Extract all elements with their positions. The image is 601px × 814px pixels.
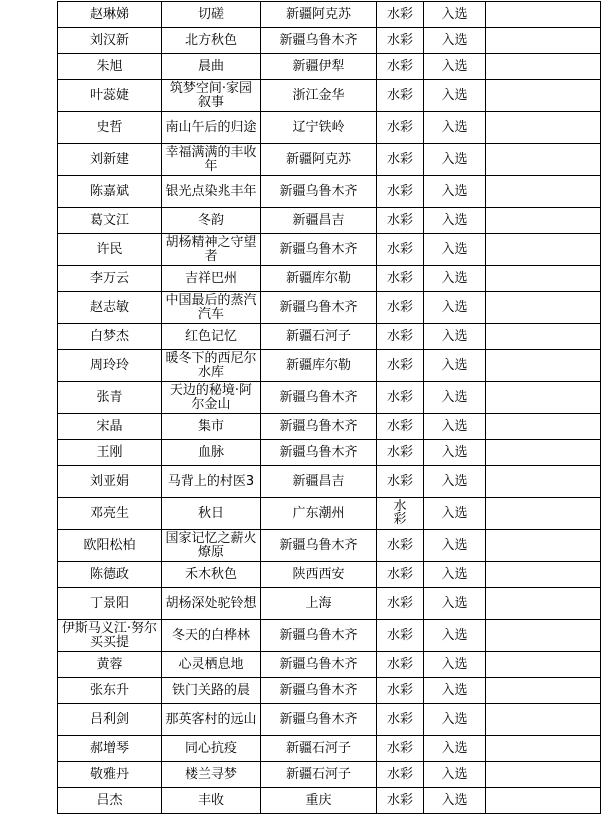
region-cell: 新疆乌鲁木齐	[261, 620, 377, 652]
table-row	[58, 176, 601, 208]
region-cell: 新疆乌鲁木齐	[261, 414, 377, 440]
artwork-title-cell: 晨曲	[162, 54, 261, 80]
table-row	[58, 382, 601, 414]
empty-cell	[486, 678, 601, 704]
category-cell: 水彩	[377, 266, 424, 292]
empty-cell	[486, 208, 601, 234]
region-cell: 新疆乌鲁木齐	[261, 292, 377, 324]
result-cell: 入选	[424, 588, 486, 620]
empty-cell	[486, 80, 601, 112]
table-row	[58, 440, 601, 466]
artist-name-cell: 陈德政	[58, 562, 162, 588]
table-row	[58, 588, 601, 620]
region-cell: 新疆乌鲁木齐	[261, 440, 377, 466]
table-row	[58, 498, 601, 530]
empty-cell	[486, 2, 601, 28]
table-row	[58, 234, 601, 266]
artist-name-cell: 白梦杰	[58, 324, 162, 350]
artist-name-cell: 周玲玲	[58, 350, 162, 382]
selection-table	[57, 1, 601, 814]
artwork-title-cell: 南山午后的归途	[162, 112, 261, 144]
table-row	[58, 466, 601, 498]
artwork-title-cell: 同心抗疫	[162, 736, 261, 762]
artwork-title-cell: 胡杨精神之守望者	[162, 234, 261, 266]
artist-name-cell: 吕杰	[58, 788, 162, 814]
empty-cell	[486, 498, 601, 530]
category-cell: 水彩	[377, 466, 424, 498]
empty-cell	[486, 530, 601, 562]
result-cell: 入选	[424, 292, 486, 324]
result-cell: 入选	[424, 176, 486, 208]
result-cell: 入选	[424, 382, 486, 414]
artist-name-cell: 邓亮生	[58, 498, 162, 530]
result-cell: 入选	[424, 736, 486, 762]
artwork-title-cell: 丰收	[162, 788, 261, 814]
empty-cell	[486, 736, 601, 762]
category-cell: 水彩	[377, 112, 424, 144]
table-row	[58, 678, 601, 704]
artwork-title-cell: 暖冬下的西尼尔水库	[162, 350, 261, 382]
artist-name-cell: 欧阳松柏	[58, 530, 162, 562]
artwork-title-cell: 那英客村的远山	[162, 704, 261, 736]
result-cell: 入选	[424, 208, 486, 234]
result-cell: 入选	[424, 562, 486, 588]
category-cell: 水彩	[377, 144, 424, 176]
category-cell: 水彩	[377, 530, 424, 562]
artist-name-cell: 伊斯马义江·努尔买买提	[58, 620, 162, 652]
category-cell: 水彩	[377, 788, 424, 814]
region-cell: 新疆石河子	[261, 736, 377, 762]
table-row	[58, 620, 601, 652]
artist-name-cell: 朱旭	[58, 54, 162, 80]
table-row	[58, 208, 601, 234]
table-row	[58, 324, 601, 350]
empty-cell	[486, 704, 601, 736]
table-row	[58, 788, 601, 814]
table-row	[58, 28, 601, 54]
region-cell: 新疆乌鲁木齐	[261, 382, 377, 414]
artwork-title-cell: 楼兰寻梦	[162, 762, 261, 788]
category-cell: 水彩	[377, 324, 424, 350]
region-cell: 新疆乌鲁木齐	[261, 234, 377, 266]
category-cell: 水彩	[377, 80, 424, 112]
category-cell	[377, 498, 424, 530]
result-cell: 入选	[424, 414, 486, 440]
category-cell: 水彩	[377, 2, 424, 28]
empty-cell	[486, 414, 601, 440]
category-cell: 水彩	[377, 736, 424, 762]
empty-cell	[486, 292, 601, 324]
category-cell: 水彩	[377, 678, 424, 704]
region-cell: 新疆石河子	[261, 762, 377, 788]
result-cell: 入选	[424, 652, 486, 678]
category-cell: 水彩	[377, 208, 424, 234]
artwork-title-cell: 秋日	[162, 498, 261, 530]
artist-name-cell: 吕利剑	[58, 704, 162, 736]
category-cell: 水彩	[377, 292, 424, 324]
artist-name-cell: 张东升	[58, 678, 162, 704]
category-cell: 水彩	[377, 28, 424, 54]
artwork-title-cell: 血脉	[162, 440, 261, 466]
category-cell: 水彩	[377, 234, 424, 266]
table-row	[58, 292, 601, 324]
artist-name-cell: 陈嘉斌	[58, 176, 162, 208]
artist-name-cell: 郝增琴	[58, 736, 162, 762]
result-cell: 入选	[424, 678, 486, 704]
category-cell: 水彩	[377, 414, 424, 440]
region-cell: 新疆昌吉	[261, 466, 377, 498]
empty-cell	[486, 440, 601, 466]
result-cell: 入选	[424, 144, 486, 176]
table-row	[58, 266, 601, 292]
category-label: 水彩	[393, 499, 407, 527]
artist-name-cell: 赵琳娣	[58, 2, 162, 28]
artist-name-cell: 叶蕊婕	[58, 80, 162, 112]
artwork-title-cell: 中国最后的蒸汽汽车	[162, 292, 261, 324]
table-row	[58, 80, 601, 112]
artwork-title-cell: 北方秋色	[162, 28, 261, 54]
result-cell: 入选	[424, 234, 486, 266]
result-cell: 入选	[424, 28, 486, 54]
region-cell: 新疆阿克苏	[261, 2, 377, 28]
artwork-title-cell: 国家记忆之薪火燎原	[162, 530, 261, 562]
result-cell: 入选	[424, 498, 486, 530]
result-cell: 入选	[424, 350, 486, 382]
result-cell: 入选	[424, 620, 486, 652]
artwork-title-cell: 冬韵	[162, 208, 261, 234]
result-cell: 入选	[424, 762, 486, 788]
artist-name-cell: 许民	[58, 234, 162, 266]
result-cell: 入选	[424, 324, 486, 350]
category-cell: 水彩	[377, 620, 424, 652]
region-cell: 重庆	[261, 788, 377, 814]
empty-cell	[486, 350, 601, 382]
region-cell: 新疆乌鲁木齐	[261, 28, 377, 54]
artist-name-cell: 李万云	[58, 266, 162, 292]
table-row	[58, 762, 601, 788]
region-cell: 新疆乌鲁木齐	[261, 678, 377, 704]
empty-cell	[486, 562, 601, 588]
result-cell: 入选	[424, 54, 486, 80]
region-cell: 广东潮州	[261, 498, 377, 530]
artist-name-cell: 刘亚娟	[58, 466, 162, 498]
table-row	[58, 562, 601, 588]
artwork-title-cell: 银光点染兆丰年	[162, 176, 261, 208]
empty-cell	[486, 28, 601, 54]
artwork-title-cell: 切磋	[162, 2, 261, 28]
category-cell: 水彩	[377, 704, 424, 736]
empty-cell	[486, 788, 601, 814]
result-cell: 入选	[424, 466, 486, 498]
region-cell: 新疆阿克苏	[261, 144, 377, 176]
artist-name-cell: 丁景阳	[58, 588, 162, 620]
table-row	[58, 54, 601, 80]
category-cell: 水彩	[377, 562, 424, 588]
table-row	[58, 112, 601, 144]
category-cell: 水彩	[377, 176, 424, 208]
region-cell: 新疆库尔勒	[261, 266, 377, 292]
artist-name-cell: 黄蓉	[58, 652, 162, 678]
empty-cell	[486, 144, 601, 176]
artwork-title-cell: 禾木秋色	[162, 562, 261, 588]
table-row	[58, 144, 601, 176]
category-cell: 水彩	[377, 652, 424, 678]
artist-name-cell: 葛文江	[58, 208, 162, 234]
result-cell: 入选	[424, 704, 486, 736]
category-cell: 水彩	[377, 54, 424, 80]
result-cell: 入选	[424, 266, 486, 292]
region-cell: 新疆石河子	[261, 324, 377, 350]
artwork-title-cell: 胡杨深处驼铃想	[162, 588, 261, 620]
artwork-title-cell: 马背上的村医3	[162, 466, 261, 498]
category-cell: 水彩	[377, 440, 424, 466]
artist-name-cell: 史哲	[58, 112, 162, 144]
artwork-title-cell: 天边的秘境·阿尔金山	[162, 382, 261, 414]
category-cell: 水彩	[377, 762, 424, 788]
artist-name-cell: 宋晶	[58, 414, 162, 440]
result-cell: 入选	[424, 2, 486, 28]
table-row	[58, 652, 601, 678]
artist-name-cell: 敬雅丹	[58, 762, 162, 788]
result-cell: 入选	[424, 788, 486, 814]
artwork-title-cell: 集市	[162, 414, 261, 440]
region-cell: 新疆乌鲁木齐	[261, 704, 377, 736]
region-cell: 浙江金华	[261, 80, 377, 112]
region-cell: 新疆乌鲁木齐	[261, 530, 377, 562]
empty-cell	[486, 324, 601, 350]
region-cell: 上海	[261, 588, 377, 620]
region-cell: 新疆昌吉	[261, 208, 377, 234]
result-cell: 入选	[424, 112, 486, 144]
region-cell: 新疆伊犁	[261, 54, 377, 80]
artist-name-cell: 赵志敏	[58, 292, 162, 324]
region-cell: 新疆库尔勒	[261, 350, 377, 382]
empty-cell	[486, 466, 601, 498]
empty-cell	[486, 382, 601, 414]
region-cell: 新疆乌鲁木齐	[261, 176, 377, 208]
artwork-title-cell: 幸福满满的丰收年	[162, 144, 261, 176]
artwork-title-cell: 筑梦空间·家园叙事	[162, 80, 261, 112]
result-cell: 入选	[424, 530, 486, 562]
empty-cell	[486, 176, 601, 208]
empty-cell	[486, 588, 601, 620]
region-cell: 辽宁铁岭	[261, 112, 377, 144]
table-row	[58, 736, 601, 762]
table-row	[58, 350, 601, 382]
category-cell: 水彩	[377, 382, 424, 414]
table-row	[58, 414, 601, 440]
table-row	[58, 2, 601, 28]
artwork-title-cell: 冬天的白桦林	[162, 620, 261, 652]
artwork-title-cell: 心灵栖息地	[162, 652, 261, 678]
artist-name-cell: 张青	[58, 382, 162, 414]
region-cell: 新疆乌鲁木齐	[261, 652, 377, 678]
artwork-title-cell: 铁门关路的晨	[162, 678, 261, 704]
empty-cell	[486, 762, 601, 788]
empty-cell	[486, 266, 601, 292]
artist-name-cell: 刘汉新	[58, 28, 162, 54]
result-cell: 入选	[424, 80, 486, 112]
category-cell: 水彩	[377, 588, 424, 620]
artwork-title-cell: 吉祥巴州	[162, 266, 261, 292]
empty-cell	[486, 54, 601, 80]
table-row	[58, 530, 601, 562]
region-cell: 陕西西安	[261, 562, 377, 588]
result-cell: 入选	[424, 440, 486, 466]
artist-name-cell: 王刚	[58, 440, 162, 466]
artwork-title-cell: 红色记忆	[162, 324, 261, 350]
empty-cell	[486, 620, 601, 652]
artist-name-cell: 刘新建	[58, 144, 162, 176]
table-row	[58, 704, 601, 736]
empty-cell	[486, 112, 601, 144]
category-cell: 水彩	[377, 350, 424, 382]
empty-cell	[486, 652, 601, 678]
empty-cell	[486, 234, 601, 266]
